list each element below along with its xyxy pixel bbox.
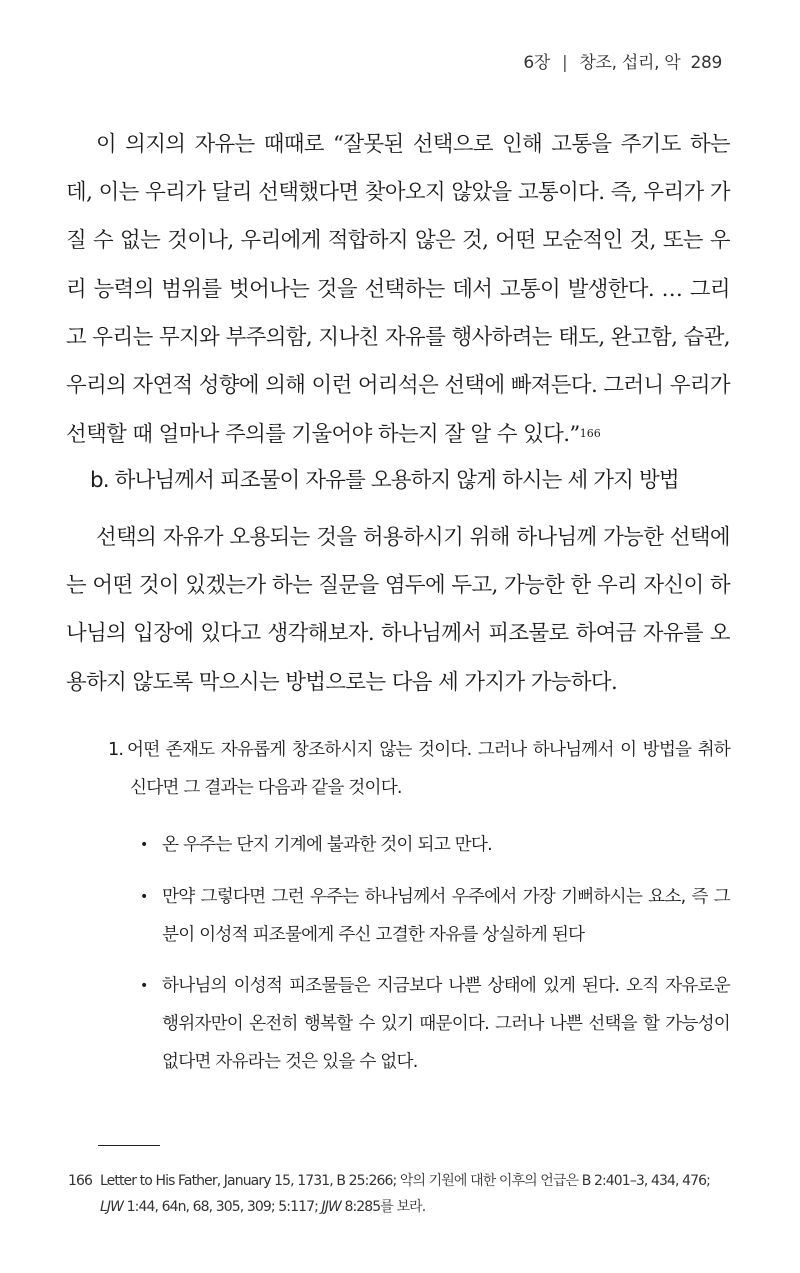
footnote-reference: 166 bbox=[579, 427, 601, 441]
footnote-text-part-1: Letter to His Father, January 15, 1731, B 25:266; 악의 기원에 대한 이후의 언급은 B 2:401–3, 434, 476; bbox=[100, 1173, 710, 1189]
footnote-text-part-3: 8:285를 보라. bbox=[340, 1199, 426, 1215]
bullet-item-1 bbox=[140, 826, 730, 864]
footnote-divider bbox=[98, 1145, 160, 1146]
footnote-text-part-2: 1:44, 64n, 68, 305, 309; 5:117; bbox=[123, 1199, 322, 1215]
header-separator: | bbox=[561, 53, 568, 73]
running-header bbox=[523, 48, 722, 73]
chapter-title: 창조, 섭리, 악 bbox=[579, 53, 681, 73]
bullet-item-3 bbox=[140, 967, 730, 1081]
section-heading: b. 하나님께서 피조물이 자유를 오용하지 않게 하시는 세 가지 방법 bbox=[90, 468, 679, 493]
paragraph-1 bbox=[66, 121, 730, 459]
footnote-jjw: JJW bbox=[321, 1199, 341, 1215]
list-item-1 bbox=[108, 731, 730, 807]
page-number: 289 bbox=[690, 53, 722, 73]
footnote-text bbox=[68, 1168, 730, 1220]
footnote-ljw: LJW bbox=[100, 1199, 124, 1215]
paragraph-2: 선택의 자유가 오용되는 것을 허용하시기 위해 하나님께 가능한 선택에는 어떤 것이 있겠는가 하는 질문을 염두에 두고, 가능한 한 우리 자신이 하나님의 입장에 있다고 생각해보자. 하나님께서 피조물로 하여금 자유를 오용하지 않도록 막으시는 방법으로는 다음 세 가지가 가능하다. bbox=[66, 525, 730, 695]
bullet-item-1-text: 온 우주는 단지 기계에 불과한 것이 되고 만다. bbox=[162, 835, 492, 855]
bullet-item-2-text: 만약 그렇다면 그런 우주는 하나님께서 우주에서 가장 기뻐하시는 요소, 즉 그분이 이성적 피조물에게 주신 고결한 자유를 상실하게 된다 bbox=[162, 887, 730, 945]
bullet-icon: • bbox=[140, 978, 148, 994]
bullet-icon: • bbox=[140, 889, 148, 905]
list-item-1-number: 1. bbox=[108, 740, 124, 760]
list-item-1-text: 어떤 존재도 자유롭게 창조하시지 않는 것이다. 그러나 하나님께서 이 방법을 취하신다면 그 결과는 다음과 같을 것이다. bbox=[127, 740, 730, 798]
bullet-item-3-text: 하나님의 이성적 피조물들은 지금보다 나쁜 상태에 있게 된다. 오직 자유로운 행위자만이 온전히 행복할 수 있기 때문이다. 그러나 나쁜 선택을 할 가능성이 없다면 자유라는 것은 있을 수 없다. bbox=[162, 976, 730, 1072]
paragraph-1-text: 이 의지의 자유는 때때로 “잘못된 선택으로 인해 고통을 주기도 하는데, 이는 우리가 달리 선택했다면 찾아오지 않았을 고통이다. 즉, 우리가 가질 수 없는 것이나, 우리에게 적합하지 않은 것, 어떤 모순적인 것, 또는 우리 능력의 범위를 벗어나는 것을 선택하는 데서 고통이 발생한다. … 그리고 우리는 무지와 부주의함, 지나친 자유를 행사하려는 태도, 완고함, 습관, 우리의 자연적 성향에 의해 이런 어리석은 선택에 빠져든다. 그러니 우리가 선택할 때 얼마나 주의를 기울어야 하는지 잘 알 수 있다.” bbox=[66, 132, 730, 448]
footnote-number: 166 bbox=[68, 1173, 93, 1189]
bullet-icon: • bbox=[140, 837, 148, 853]
chapter-label: 6장 bbox=[523, 53, 550, 73]
bullet-item-2 bbox=[140, 878, 730, 954]
footnote bbox=[68, 1168, 730, 1220]
